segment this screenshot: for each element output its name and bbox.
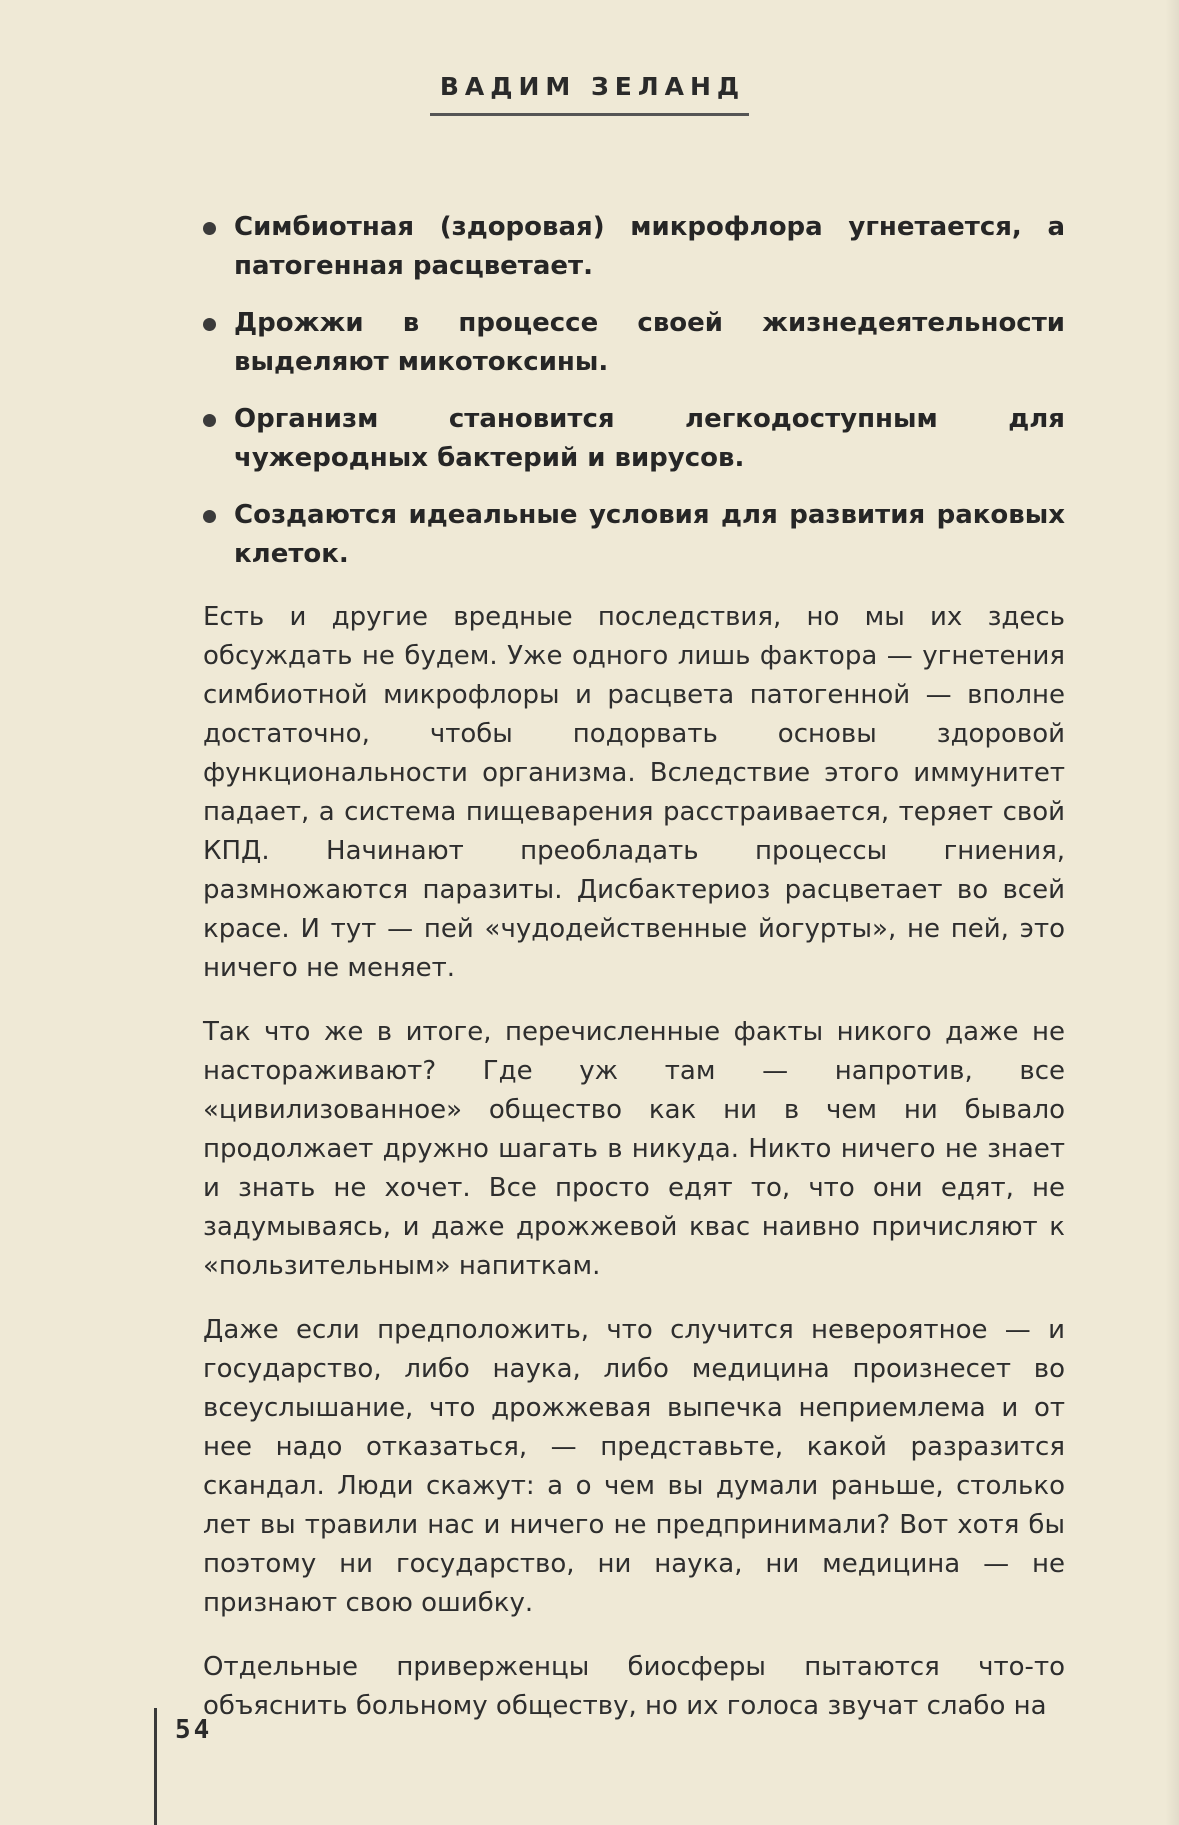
list-item: [203, 496, 1065, 574]
page-edge-shadow: [1165, 0, 1179, 1825]
list-item-text: Дрожжи в процессе своей жизнедеятельности выделяют микотоксины.: [234, 308, 1065, 377]
paragraph: Так что же в итоге, перечисленные факты никого даже не настораживают? Где уж там — напротив, все «цивилизованное» общество как ни в чем ни бывало продолжает дружно шагать в никуда. Никто ничего не знает и знать не хочет. Все просто едят то, что они едят, не задумываясь, и даже дрожжевой квас наивно причисляют к «пользительным» напиткам.: [203, 1017, 1065, 1281]
author-name: ВАДИМ ЗЕЛАНД: [430, 72, 749, 116]
list-item: [203, 304, 1065, 382]
list-item-text: Организм становится легкодоступным для чужеродных бактерий и вирусов.: [234, 404, 1065, 473]
page-number: 54: [175, 1715, 213, 1745]
list-item-text: Создаются идеальные условия для развития раковых клеток.: [234, 500, 1065, 569]
footer-rule: [154, 1708, 157, 1825]
bullet-dot-icon: [203, 510, 216, 523]
bullet-dot-icon: [203, 222, 216, 235]
list-item-text: Симбиотная (здоровая) микрофлора угнетается, а патогенная расцветает.: [234, 212, 1065, 281]
bullet-dot-icon: [203, 414, 216, 427]
paragraph: Есть и другие вредные последствия, но мы их здесь обсуждать не будем. Уже одного лишь фактора — угнетения симбиотной микрофлоры и расцвета патогенной — вполне достаточно, чтобы подорвать основы здоровой функциональности организма. Вследствие этого иммунитет падает, а система пищеварения расстраивается, теряет свой КПД. Начинают преобладать процессы гниения, размножаются паразиты. Дисбактериоз расцветает во всей красе. И тут — пей «чудодейственные йогурты», не пей, это ничего не меняет.: [203, 602, 1065, 983]
page-body: [203, 208, 1065, 1751]
list-item: [203, 400, 1065, 478]
paragraph: Даже если предположить, что случится невероятное — и государство, либо наука, либо медицина произнесет во всеуслышание, что дрожжевая выпечка неприемлема и от нее надо отказаться, — представьте, какой разразится скандал. Люди скажут: а о чем вы думали раньше, столько лет вы травили нас и ничего не предпринимали? Вот хотя бы поэтому ни государство, ни наука, ни медицина — не признают свою ошибку.: [203, 1315, 1065, 1618]
paragraph: Отдельные приверженцы биосферы пытаются что-то объяснить больному обществу, но их голоса звучат слабо на: [203, 1652, 1065, 1721]
bullet-dot-icon: [203, 318, 216, 331]
running-header: [0, 72, 1179, 116]
list-item: [203, 208, 1065, 286]
bullet-list: [203, 208, 1065, 574]
